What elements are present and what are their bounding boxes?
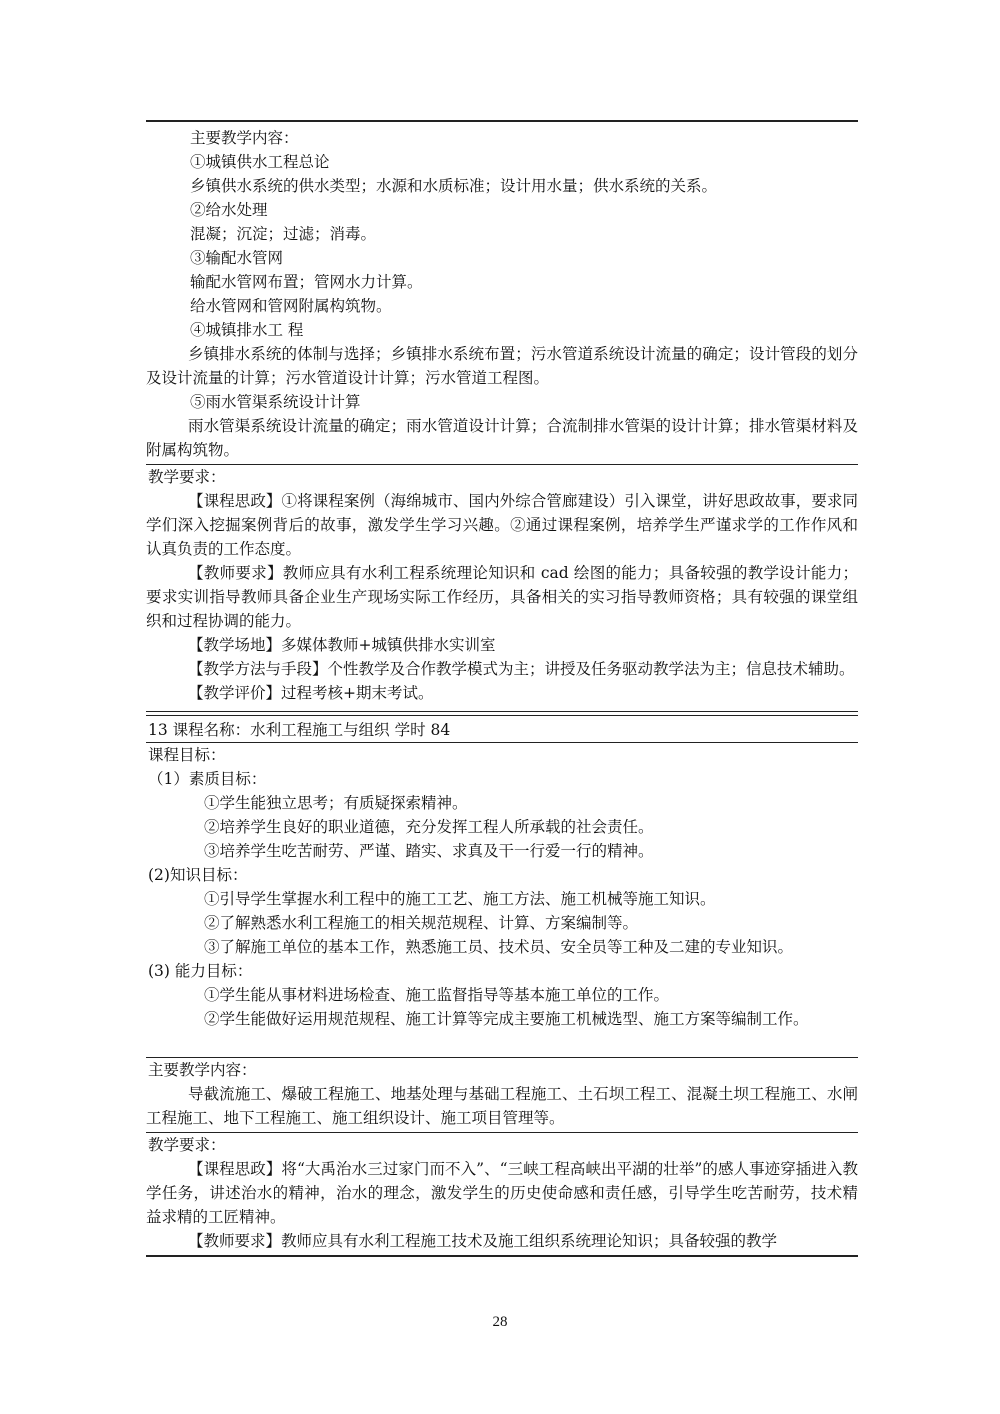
divider [146,711,858,712]
page-number: 28 [492,1314,508,1330]
paragraph: 【教学评价】过程考核+期末考试。 [188,684,434,702]
list-item: ②给水处理 [190,201,268,219]
document-body [146,120,858,1257]
list-item: ①城镇供水工程总论 [190,153,330,171]
list-item: ①学生能独立思考；有质疑探索精神。 [204,794,468,812]
paragraph: 乡镇排水系统的体制与选择；乡镇排水系统布置；污水管道系统设计流量的确定；设计管段的划分及设计流量的计算；污水管道设计计算；污水管道工程图。 [146,345,858,387]
list-item: 给水管网和管网附属构筑物。 [190,297,392,315]
paragraph: 【教师要求】教师应具有水利工程系统理论知识和 cad 绘图的能力；具备较强的教学设计能力；要求实训指导教师具备企业生产现场实际工作经历，具备相关的实习指导教师资格；具有较强的课堂组织和过程协调的能力。 [146,564,858,630]
list-item: ③培养学生吃苦耐劳、严谨、踏实、求真及干一行爱一行的精神。 [204,842,654,860]
goal-group-header: (3) 能力目标： [148,962,253,980]
list-item: ②学生能做好运用规范规程、施工计算等完成主要施工机械选型、施工方案等编制工作。 [204,1010,809,1028]
section-course-13 [146,718,858,1031]
section-teaching-requirements-2 [146,1133,858,1253]
list-item: ③了解施工单位的基本工作，熟悉施工员、技术员、安全员等工种及二建的专业知识。 [204,938,794,956]
paragraph: 【课程思政】将“大禹治水三过家门而不入”、“三峡工程高峡出平湖的壮举”的感人事迹穿插进入教学任务，讲述治水的精神，治水的理念，激发学生的历史使命感和责任感，引导学生吃苦耐劳，技术精益求精的工匠精神。 [146,1160,858,1226]
list-item: ④城镇排水工 程 [190,321,304,339]
bottom-rule [146,1255,858,1257]
paragraph: 【课程思政】①将课程案例（海绵城市、国内外综合管廊建设）引入课堂，讲好思政故事，要求同学们深入挖掘案例背后的故事，激发学生学习兴趣。②通过课程案例，培养学生严谨求学的工作作风和认真负责的工作态度。 [146,492,858,558]
goal-group-header: （1）素质目标： [148,770,267,788]
divider [146,715,858,716]
section-main-content-1 [146,126,858,462]
course-title: 13 课程名称：水利工程施工与组织 学时 84 [148,721,451,739]
list-item: ①学生能从事材料进场检查、施工监督指导等基本施工单位的工作。 [204,986,670,1004]
top-rule [146,120,858,122]
paragraph: 导截流施工、爆破工程施工、地基处理与基础工程施工、土石坝工程工、混凝土坝工程施工、水闸工程施工、地下工程施工、施工组织设计、施工项目管理等。 [146,1085,858,1127]
list-item: 混凝；沉淀；过滤；消毒。 [190,225,377,243]
list-item: 乡镇供水系统的供水类型；水源和水质标准；设计用水量；供水系统的关系。 [190,177,718,195]
paragraph: 【教师要求】教师应具有水利工程施工技术及施工组织系统理论知识；具备较强的教学 [188,1232,778,1250]
goal-group-header: (2)知识目标： [148,866,248,884]
list-item: ①引导学生掌握水利工程中的施工工艺、施工方法、施工机械等施工知识。 [204,890,716,908]
list-item: ⑤雨水管渠系统设计计算 [190,393,361,411]
list-item: 输配水管网布置；管网水力计算。 [190,273,423,291]
list-item: ③输配水管网 [190,249,284,267]
section-main-content-2 [146,1058,858,1130]
paragraph: 雨水管渠系统设计流量的确定；雨水管道设计计算；合流制排水管渠的设计计算；排水管渠材料及附属构筑物。 [146,417,858,459]
section-header: 主要教学内容： [148,1061,257,1079]
list-item: ②培养学生良好的职业道德，充分发挥工程人所承载的社会责任。 [204,818,654,836]
section-header: 教学要求： [148,1136,226,1154]
section-header: 教学要求： [148,468,226,486]
section-teaching-requirements-1 [146,465,858,705]
paragraph: 【教学方法与手段】个性教学及合作教学模式为主；讲授及任务驱动教学法为主；信息技术辅助。 [188,660,855,678]
list-item: ②了解熟悉水利工程施工的相关规范规程、计算、方案编制等。 [204,914,639,932]
section-header: 课程目标： [148,746,226,764]
paragraph: 【教学场地】多媒体教师+城镇供排水实训室 [188,636,496,654]
section-header: 主要教学内容： [190,129,299,147]
